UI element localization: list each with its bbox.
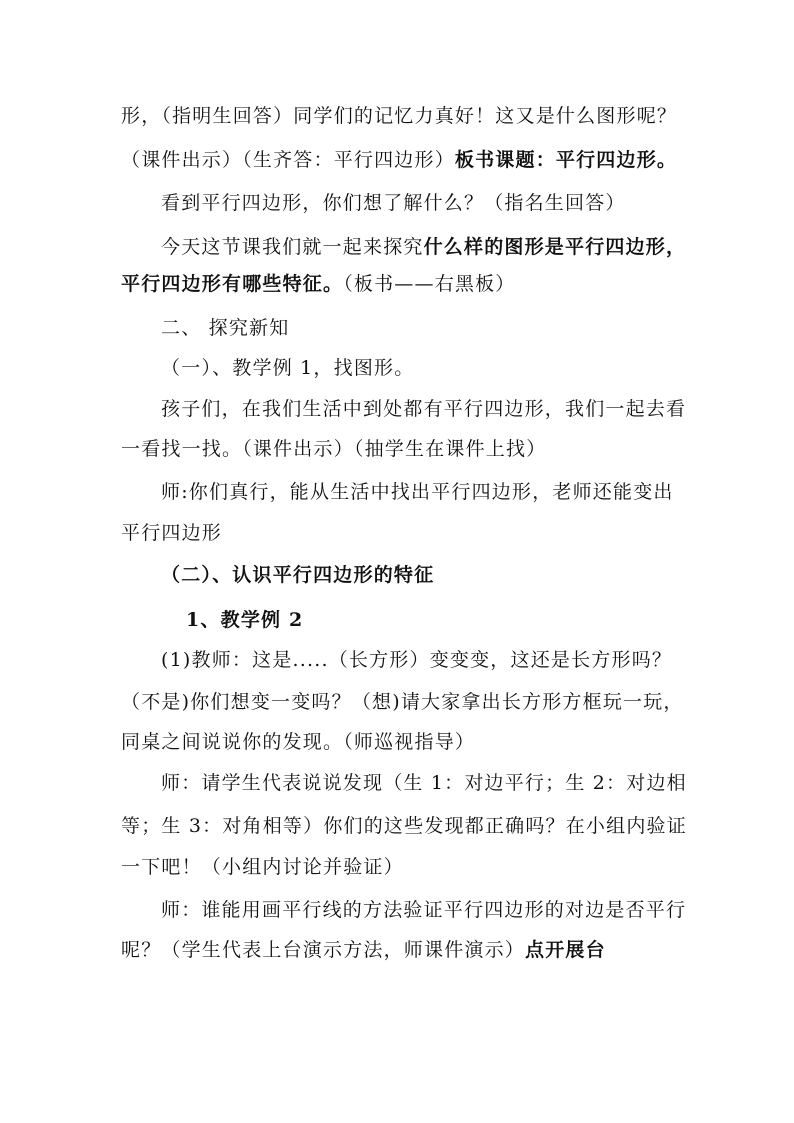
text-line (121, 102, 677, 130)
bold-text-span: 点开展台 (525, 939, 606, 961)
text-line (121, 519, 222, 547)
subsection-heading (186, 606, 303, 634)
text-line (161, 189, 626, 217)
text-line (161, 646, 672, 674)
bold-text-span: 平行四边形有哪些特征。 (121, 273, 344, 295)
text-span: 师：谁能用画平行线的方法验证平行四边形的对边是否平行 (161, 899, 687, 921)
text-span: 一下吧！（小组内讨论并验证） (121, 856, 404, 878)
section-heading (161, 314, 289, 342)
text-span: 师：请学生代表说说发现（生 1：对边平行；生 2：对边相 (161, 772, 687, 794)
text-span: 一看找一找。（课件出示）（抽学生在课件上找） (121, 438, 547, 460)
text-line (161, 395, 686, 423)
text-line (121, 270, 516, 298)
text-line (121, 812, 687, 840)
text-span: （课件出示）（生齐答：平行四边形） (121, 149, 455, 171)
text-span: （板书——右黑板） (343, 273, 516, 295)
text-span: (1)教师：这是.....（长方形）变变变，这还是长方形吗？ (161, 649, 673, 671)
text-line (161, 233, 686, 261)
bold-text-span: 板书课题：平行四边形。 (454, 149, 678, 171)
text-line (161, 769, 687, 797)
bold-text-span: 1、教学例 2 (186, 609, 304, 631)
text-line (121, 435, 546, 463)
text-span: 孩子们，在我们生活中到处都有平行四边形，我们一起去看 (161, 398, 687, 420)
text-line (121, 936, 606, 964)
text-span: 二、 探究新知 (161, 317, 290, 339)
text-span: 同桌之间说说你的发现。（师巡视指导） (121, 731, 476, 753)
bold-text-span: （二）、认识平行四边形的特征 (161, 564, 435, 586)
text-span: 平行四边形 (121, 522, 223, 544)
text-line (121, 146, 677, 174)
subsection-heading (161, 561, 434, 589)
text-line (161, 896, 686, 924)
text-line (121, 728, 475, 756)
text-line (121, 853, 404, 881)
text-span: 看到平行四边形，你们想了解什么？（指名生回答） (161, 192, 626, 214)
text-span: 等；生 3：对角相等）你们的这些发现都正确吗？在小组内验证 (121, 815, 687, 837)
text-span: 形，（指明生回答）同学们的记忆力真好！这又是什么图形呢？ (121, 105, 678, 127)
text-span: （一）、教学例 1，找图形。 (161, 357, 415, 379)
subsection-heading (161, 354, 414, 382)
text-span: 师:你们真行，能从生活中找出平行四边形，老师还能变出 (161, 481, 674, 503)
bold-text-span: 什么样的图形是平行四边形， (423, 236, 687, 258)
text-line (161, 478, 674, 506)
text-line (121, 688, 684, 716)
text-span: 呢？（学生代表上台演示方法，师课件演示） (121, 939, 526, 961)
text-span: 今天这节课我们就一起来探究 (161, 236, 424, 258)
text-span: （不是)你们想变一变吗？（想)请大家拿出长方形方框玩一玩， (121, 691, 684, 713)
